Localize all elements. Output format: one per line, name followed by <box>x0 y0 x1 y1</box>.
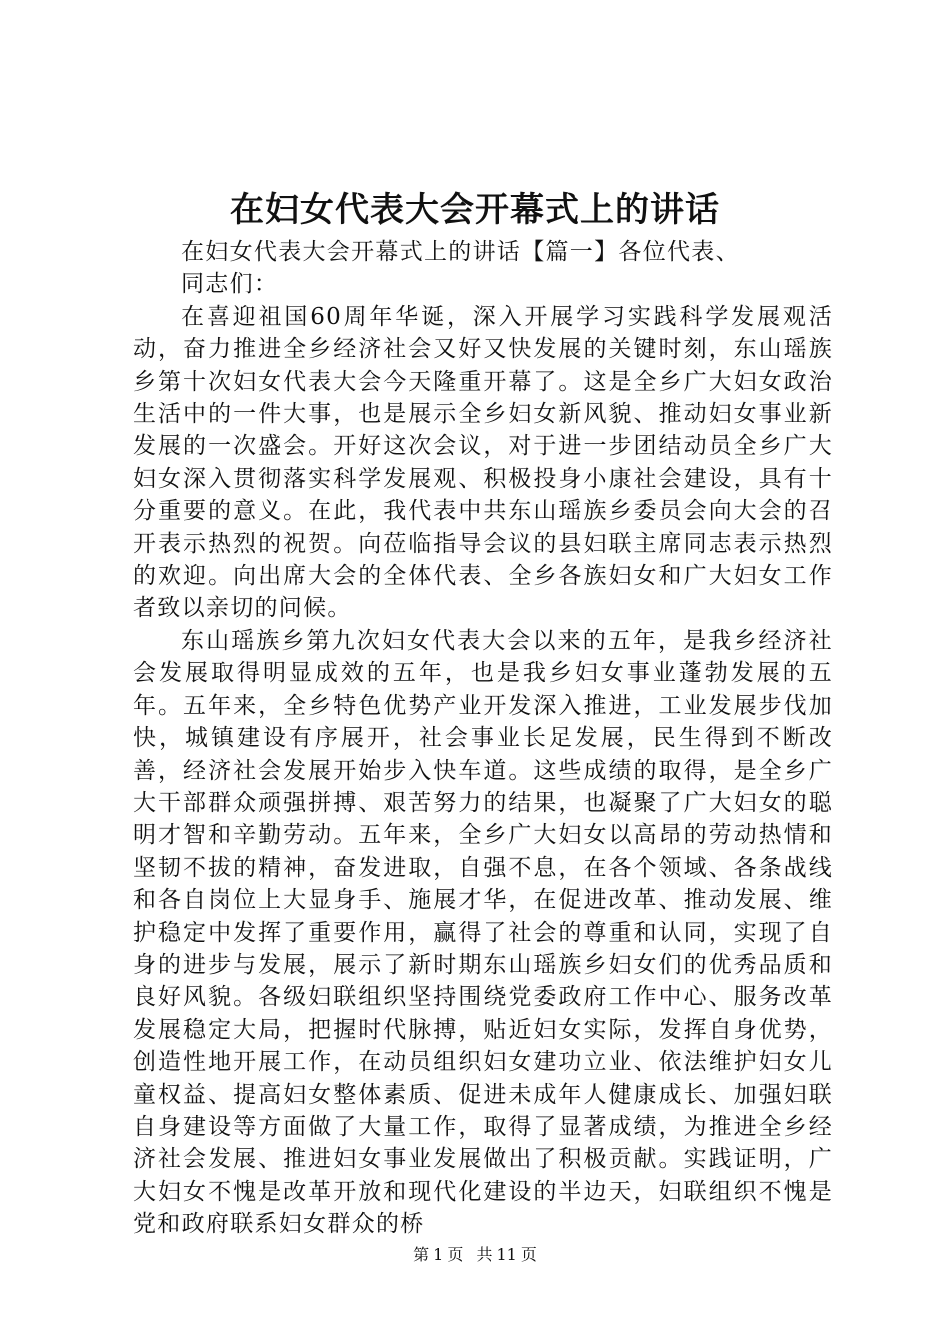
paragraph-opening: 在喜迎祖国60周年华诞，深入开展学习实践科学发展观活动，奋力推进全乡经济社会又好又快发展的关键时刻，东山瑶族乡第十次妇女代表大会今天隆重开幕了。这是全乡广大妇女政治生活中的一件大事，也是展示全乡妇女新风貌、推动妇女事业新发展的一次盛会。开好这次会议，对于进一步团结动员全乡广大妇女深入贯彻落实科学发展观、积极投身小康社会建设，具有十分重要的意义。在此，我代表中共东山瑶族乡委员会向大会的召开表示热烈的祝贺。向莅临指导会议的县妇联主席同志表示热烈的欢迎。向出席大会的全体代表、全乡各族妇女和广大妇女工作者致以亲切的问候。 <box>133 303 833 622</box>
page-number: 1 <box>433 1245 444 1264</box>
page-prefix: 第 <box>413 1245 430 1264</box>
page-suffix: 页 <box>447 1245 464 1264</box>
total-pages: 11 <box>496 1245 517 1264</box>
total-pages-indicator <box>474 1245 538 1264</box>
page-indicator <box>411 1245 465 1264</box>
document-title: 在妇女代表大会开幕式上的讲话 <box>230 190 720 230</box>
paragraph-salutation: 同志们： <box>181 271 279 298</box>
total-suffix: 页 <box>520 1245 537 1264</box>
document-body <box>133 236 833 1241</box>
page-footer <box>0 1244 950 1266</box>
paragraph-heading-line: 在妇女代表大会开幕式上的讲话【篇一】各位代表、 <box>181 239 740 265</box>
total-prefix: 共 <box>476 1245 493 1264</box>
paragraph-review: 东山瑶族乡第九次妇女代表大会以来的五年，是我乡经济社会发展取得明显成效的五年，也是我乡妇女事业蓬勃发展的五年。五年来，全乡特色优势产业开发深入推进，工业发展步伐加快，城镇建设有序展开，社会事业长足发展，民生得到不断改善，经济社会发展开始步入快车道。这些成绩的取得，是全乡广大干部群众顽强拼搏、艰苦努力的结果，也凝聚了广大妇女的聪明才智和辛勤劳动。五年来，全乡广大妇女以高昂的劳动热情和坚韧不拔的精神，奋发进取，自强不息，在各个领域、各条战线和各自岗位上大显身手、施展才华，在促进改革、推动发展、维护稳定中发挥了重要作用，赢得了社会的尊重和认同，实现了自身的进步与发展，展示了新时期东山瑶族乡妇女们的优秀品质和良好风貌。各级妇联组织坚持围绕党委政府工作中心、服务改革发展稳定大局，把握时代脉搏，贴近妇女实际，发挥自身优势，创造性地开展工作，在动员组织妇女建功立业、依法维护妇女儿童权益、提高妇女整体素质、促进未成年人健康成长、加强妇联自身建设等方面做了大量工作，取得了显著成绩，为推进全乡经济社会发展、推进妇女事业发展做出了积极贡献。实践证明，广大妇女不愧是改革开放和现代化建设的半边天，妇联组织不愧是党和政府联系妇女群众的桥 <box>133 627 833 1238</box>
